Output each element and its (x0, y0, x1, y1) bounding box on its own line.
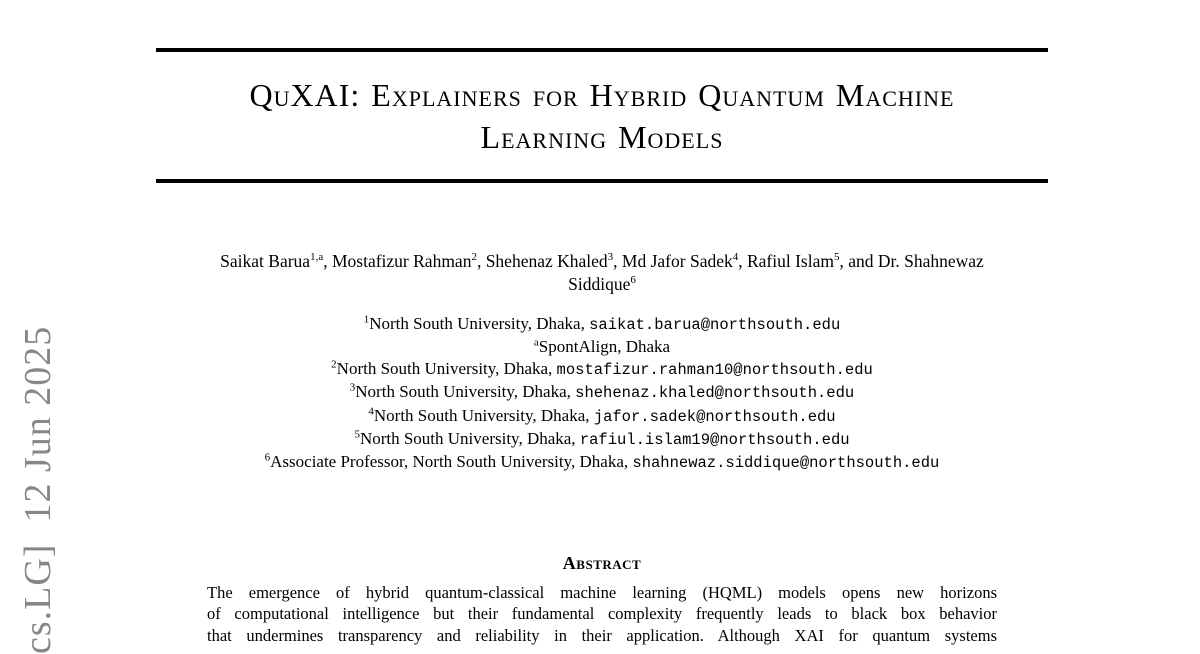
abstract-line: The emergence of hybrid quantum-classical machine learning (HQML) models opens new horizons (207, 583, 997, 602)
affiliation-marker: a (533, 336, 539, 349)
affiliation-line (156, 381, 1048, 404)
affiliation-line (156, 313, 1048, 336)
affiliation-institution: Associate Professor, North South University, Dhaka, (270, 452, 633, 472)
affiliation-marker: 5 (354, 428, 360, 441)
affiliation-marker: 1 (363, 313, 370, 326)
author-affiliation-marker: 6 (630, 274, 636, 287)
affiliation-marker: 4 (368, 404, 374, 417)
affiliation-institution: North South University, Dhaka, (369, 314, 590, 333)
affiliation-line (156, 405, 1048, 428)
affiliations-block (156, 313, 1048, 475)
affiliation-marker: 3 (349, 381, 356, 394)
author-line-1 (220, 251, 984, 271)
author-name: Saikat Barua (220, 251, 311, 271)
affiliation-email: saikat.barua@northsouth.edu (589, 316, 841, 334)
affiliation-institution: SpontAlign, Dhaka (538, 337, 671, 357)
author-line (156, 250, 1048, 296)
affiliation-marker: 2 (331, 358, 337, 371)
author-name: Siddique (568, 274, 631, 294)
affiliation-institution: North South University, Dhaka, (336, 358, 557, 378)
author-affiliation-marker: 1,a (310, 251, 324, 264)
affiliation-line (156, 451, 1048, 474)
title-rule-top (156, 48, 1048, 52)
arxiv-stamp: cs.LG] 12 Jun 2025 (17, 325, 59, 654)
affiliation-line (156, 336, 1048, 357)
affiliation-marker: 6 (264, 451, 271, 464)
paper-title-line-1: QuXAI: Explainers for Hybrid Quantum Machine (249, 77, 955, 113)
affiliation-institution: North South University, Dhaka, (373, 405, 594, 425)
author-name: , Mostafizur Rahman (323, 251, 472, 271)
abstract-line: that undermines transparency and reliability in their application. Although XAI for quantum systems (207, 625, 997, 645)
affiliation-line (156, 428, 1048, 451)
affiliation-email: shehenaz.khaled@northsouth.edu (575, 384, 855, 403)
abstract-heading: Abstract (562, 553, 642, 573)
abstract-text (207, 582, 997, 646)
author-name: , and Dr. Shahnewaz (839, 251, 984, 271)
author-affiliation-marker: 4 (732, 251, 739, 264)
author-name: , Shehenaz Khaled (476, 251, 608, 271)
paper-content (156, 0, 1048, 648)
author-affiliation-marker: 2 (471, 251, 477, 264)
affiliation-line (156, 358, 1048, 381)
affiliation-email: shahnewaz.siddique@northsouth.edu (632, 454, 940, 473)
author-name: , Md Jafor Sadek (613, 251, 733, 271)
abstract-line: of computational intelligence but their fundamental complexity frequently leads to black box behavior (207, 604, 997, 624)
affiliation-institution: North South University, Dhaka, (355, 382, 576, 402)
author-affiliation-marker: 5 (833, 251, 840, 264)
paper-title-line-2: Learning Models (480, 119, 724, 155)
author-affiliation-marker: 3 (607, 251, 614, 264)
affiliation-email: rafiul.islam19@northsouth.edu (579, 431, 850, 450)
author-line-2 (568, 274, 636, 294)
title-rule-bottom (156, 179, 1048, 183)
paper-title (156, 74, 1048, 158)
affiliation-email: jafor.sadek@northsouth.edu (593, 407, 836, 426)
affiliation-institution: North South University, Dhaka, (359, 429, 580, 449)
affiliation-email: mostafizur.rahman10@northsouth.edu (556, 360, 873, 379)
author-name: , Rafiul Islam (738, 251, 834, 271)
